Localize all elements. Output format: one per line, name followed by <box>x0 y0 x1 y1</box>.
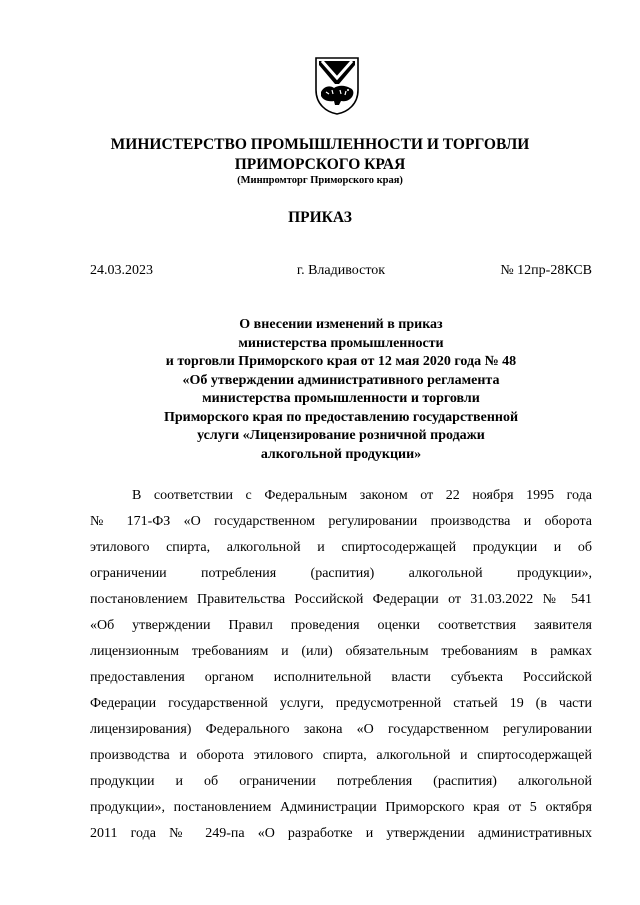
document-number: № 12пр-28КСВ <box>500 263 592 278</box>
body-line: «Об утверждении Правил проведения оценки соответствия заявителя <box>90 618 592 633</box>
ministry-name-line1: МИНИСТЕРСТВО ПРОМЫШЛЕННОСТИ И ТОРГОВЛИ <box>110 136 530 153</box>
body-line: лицензионным требованиям и (или) обязательным требованиям в рамках <box>90 644 592 659</box>
coat-of-arms-icon <box>314 56 360 116</box>
body-line: постановлением Правительства Российской Федерации от 31.03.2022 № 541 <box>90 592 592 607</box>
ministry-name-line2: ПРИМОРСКОГО КРАЯ <box>234 156 406 173</box>
body-line: лицензирования) Федерального закона «О государственном регулировании <box>90 722 592 737</box>
subject-line: услуги «Лицензирование розничной продажи <box>197 428 485 443</box>
body-line: № 171-ФЗ «О государственном регулировании производства и оборота <box>90 514 592 529</box>
body-line: В соответствии с Федеральным законом от 22 ноября 1995 года <box>132 488 592 503</box>
body-line: Федерации государственной услуги, предусмотренной статьей 19 (в части <box>90 696 592 711</box>
subject-line: «Об утверждении административного регламента <box>182 372 500 388</box>
subject-line: и торговли Приморского края от 12 мая 2020 года № 48 <box>165 354 517 369</box>
ministry-short-name: (Минпромторг Приморского края) <box>237 175 403 186</box>
subject-line: О внесении изменений в приказ <box>239 317 443 332</box>
body-line: продукции», постановлением Администрации Приморского края от 5 октября <box>90 800 592 815</box>
document-body <box>90 483 592 847</box>
body-line: ограничении потребления (распития) алкогольной продукции», <box>90 566 592 581</box>
subject-line: министерства промышленности <box>238 335 444 351</box>
body-line: продукции и об ограничении потребления (распития) алкогольной <box>90 774 592 789</box>
body-line: этилового спирта, алкогольной и спиртосодержащей продукции и об <box>90 540 592 555</box>
document-meta-row <box>90 262 592 280</box>
body-line: 2011 года № 249-па «О разработке и утверждении административных <box>90 826 592 841</box>
document-date: 24.03.2023 <box>90 263 153 278</box>
subject-line: Приморского края по предоставлению государственной <box>163 409 519 425</box>
document-city: г. Владивосток <box>296 263 386 278</box>
body-line: производства и оборота этилового спирта, алкогольной и спиртосодержащей <box>90 748 592 763</box>
subject-line: министерства промышленности и торговли <box>202 391 480 406</box>
document-type-title: ПРИКАЗ <box>288 209 352 226</box>
body-line: предоставления органом исполнительной власти субъекта Российской <box>90 670 592 685</box>
document-subject <box>90 316 592 464</box>
subject-line: алкогольной продукции» <box>260 446 422 462</box>
